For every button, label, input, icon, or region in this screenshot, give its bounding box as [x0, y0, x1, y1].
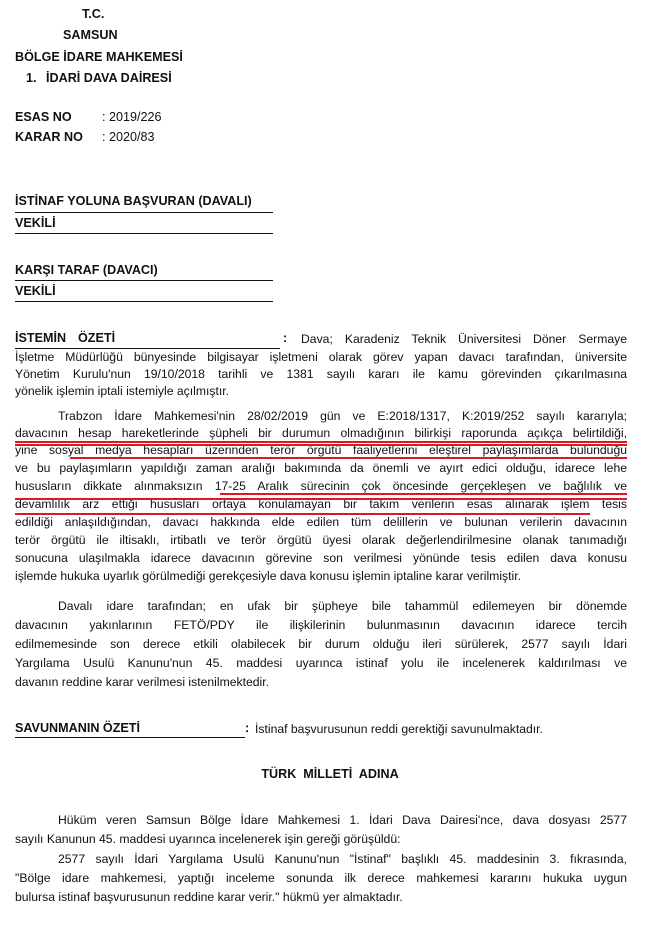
- header-chamber: İDARİ DAVA DAİRESİ: [46, 71, 172, 85]
- p3-line: Yargılama Usulü Kanunu'nun 45. maddesi uyarınca istinaf yolu ile incelenerek kaldırılması ve: [15, 656, 627, 670]
- defense-text: İstinaf başvurusunun reddi gerektiği savunulmaktadır.: [255, 722, 543, 736]
- p2-line: Trabzon İdare Mahkemesi'nin 28/02/2019 gün ve E:2018/1317, K:2019/252 sayılı kararıyla;: [58, 409, 627, 423]
- p2-line: devamlılık arz ettiği hususları ortaya konulamayan bir takım verilerin esas alınarak işlem tesis: [15, 497, 627, 511]
- header-court: BÖLGE İDARE MAHKEMESİ: [15, 50, 183, 64]
- karar-label: KARAR NO: [15, 130, 83, 144]
- summary-heading-1: İSTEMİN: [15, 331, 67, 345]
- p2-line: işlemde hukuka uyarlık görülmediği gerekçesiyle dava konusu işlemin iptaline karar verilmiştir.: [15, 569, 522, 583]
- header-city: SAMSUN: [63, 28, 118, 42]
- p2-line: sonucuna ulaşılmakla idarece davacının görevine son verilmesi yönünde tesis edilen dava konusu: [15, 551, 627, 565]
- p3-line: Davalı idare tarafından; en ufak bir şüpheye bile tahammül edilemeyen bir dönemde: [58, 599, 627, 613]
- p3-line: davanın reddine karar verilmesi istenilmektedir.: [15, 675, 270, 689]
- esas-label: ESAS NO: [15, 110, 72, 124]
- appellant-label: İSTİNAF YOLUNA BAŞVURAN (DAVALI): [15, 194, 252, 208]
- defense-heading: SAVUNMANIN ÖZETİ: [15, 721, 141, 735]
- highlight-underline: [70, 457, 627, 459]
- respondent-agent-label: VEKİLİ: [15, 284, 56, 298]
- p3-line: edilmemesinde son derece etkili olabilecek bir durum olduğu ileri sürülerek, 2577 sayılı İdari: [15, 637, 627, 651]
- judgment-line: Hüküm veren Samsun Bölge İdare Mahkemesi 1. İdari Dava Dairesi'nce, dava dosyası 2577: [58, 813, 627, 827]
- defense-heading-underline: [15, 737, 245, 738]
- summary-first-line: Dava; Karadeniz Teknik Üniversitesi Döner Sermaye: [301, 332, 627, 346]
- header-chamber-no: 1.: [26, 71, 37, 85]
- judgment-line: sayılı Kanunun 45. maddesi uyarınca incelenerek işin gereği görüşüldü:: [15, 832, 401, 846]
- highlight-underline: [15, 444, 627, 446]
- summary-line: yönelik işlemin iptali istemiyle açılmıştır.: [15, 384, 230, 398]
- header-tc: T.C.: [82, 7, 105, 21]
- esas-value: : 2019/226: [102, 110, 162, 124]
- highlight-underline: [15, 513, 590, 515]
- defense-colon: :: [245, 721, 250, 735]
- karar-value: : 2020/83: [102, 130, 155, 144]
- p3-line: davacının yakınlarının FETÖ/PDY ile ilişkilerinin bulunmasının davacının idarece tercih: [15, 618, 627, 632]
- p2-line: ve bu paylaşımların yapıldığı zaman aralığı bakımında da önemli ve ayırt edici olduğu, idarece lehe: [15, 461, 627, 475]
- judgment-line: bulursa istinaf başvurusunun reddine karar verir." hükmü yer almaktadır.: [15, 890, 403, 904]
- p2-line: edildiği anlaşıldığından, davacı hakkında elde edilen tüm delillerin ve bulunan verilerin davacının: [15, 515, 627, 529]
- judgment-line: "Bölge idare mahkemesi, yaptığı inceleme sonunda ilk derece mahkemesi kararını hukuka uygun: [15, 871, 627, 885]
- respondent-label: KARŞI TARAF (DAVACI): [15, 263, 158, 277]
- appellant-agent-label: VEKİLİ: [15, 216, 56, 230]
- judgment-line: 2577 sayılı İdari Yargılama Usulü Kanunu'nun "İstinaf" başlıklı 45. maddesinin 3. fıkrasında,: [58, 852, 627, 866]
- appellant-underline: [15, 212, 273, 213]
- summary-heading-2: ÖZETİ: [78, 331, 116, 345]
- summary-line: Yönetim Kurulu'nun 19/10/2018 tarihli ve 1381 sayılı kararı ile kamu görevinden çıkarılmasına: [15, 367, 627, 381]
- p2-line: hususların dikkate alınmaksızın 17-25 Aralık sürecinin çok öncesinde gerçekleşen ve bağlılık ve: [15, 479, 627, 493]
- highlight-underline: [15, 441, 627, 443]
- summary-line: İşletme Müdürlüğü bünyesinde bilgisayar işletmeni olarak görev yapan davacı tarafından, üniversite: [15, 350, 627, 364]
- nation-title: TÜRK MİLLETİ ADINA: [261, 767, 399, 781]
- p2-line: davacının hesap hareketlerinde şüpheli bir durumun olmadığının bilirkişi raporunda açıkça belirtildiği,: [15, 426, 627, 440]
- summary-colon: :: [283, 331, 288, 345]
- highlight-underline: [220, 493, 627, 495]
- respondent-agent-underline: [15, 301, 273, 302]
- p2-line: yine sosyal medya hesapları üzerinden terör örgütü faaliyetlerini eleştirel paylaşımlarda bulunduğu: [15, 443, 627, 457]
- appellant-agent-underline: [15, 233, 273, 234]
- highlight-underline: [15, 498, 627, 500]
- respondent-underline: [15, 280, 273, 281]
- p2-line: terör örgütü ile iltisaklı, irtibatlı ve terör örgütü üyesi olarak değerlendirilmesine olanak tanımadığı: [15, 533, 627, 547]
